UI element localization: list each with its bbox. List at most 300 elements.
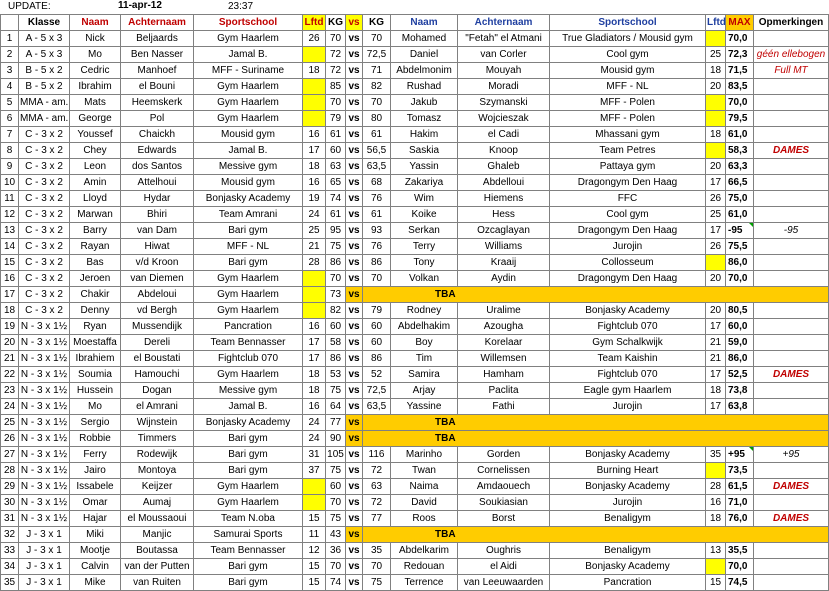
cell-achternaam[interactable]: van der Putten: [121, 559, 194, 575]
cell-lftd2[interactable]: 18: [706, 383, 726, 399]
row-number[interactable]: 30: [1, 495, 19, 511]
cell-lftd[interactable]: 18: [303, 159, 326, 175]
cell-kg2[interactable]: 70: [363, 95, 391, 111]
cell-achternaam2[interactable]: Abdelloui: [458, 175, 550, 191]
cell-sportschool[interactable]: Messive gym: [194, 383, 303, 399]
cell-kg2[interactable]: 70: [363, 31, 391, 47]
cell-achternaam[interactable]: Dogan: [121, 383, 194, 399]
cell-max[interactable]: 35,5: [726, 543, 754, 559]
cell-vs[interactable]: vs: [346, 415, 363, 431]
cell-max[interactable]: 74,5: [726, 575, 754, 591]
cell-achternaam2[interactable]: Knoop: [458, 143, 550, 159]
cell-lftd2[interactable]: 25: [706, 47, 726, 63]
cell-vs[interactable]: vs: [346, 79, 363, 95]
cell-kg2[interactable]: 80: [363, 111, 391, 127]
cell-naam[interactable]: Moestaffa: [70, 335, 121, 351]
cell-sportschool[interactable]: Messive gym: [194, 159, 303, 175]
cell-naam[interactable]: George: [70, 111, 121, 127]
cell-naam[interactable]: Chey: [70, 143, 121, 159]
row-number[interactable]: 4: [1, 79, 19, 95]
row-number[interactable]: 9: [1, 159, 19, 175]
cell-opmerkingen[interactable]: [754, 111, 829, 127]
cell-klasse[interactable]: C - 3 x 2: [19, 175, 70, 191]
cell-sportschool2[interactable]: MFF - NL: [550, 79, 706, 95]
cell-sportschool2[interactable]: Bonjasky Academy: [550, 447, 706, 463]
cell-max[interactable]: 86,0: [726, 351, 754, 367]
cell-achternaam[interactable]: dos Santos: [121, 159, 194, 175]
cell-achternaam2[interactable]: Willemsen: [458, 351, 550, 367]
cell-klasse[interactable]: C - 3 x 2: [19, 127, 70, 143]
cell-lftd[interactable]: 15: [303, 559, 326, 575]
cell-klasse[interactable]: N - 3 x 1½: [19, 463, 70, 479]
cell-achternaam[interactable]: Hydar: [121, 191, 194, 207]
cell-kg2[interactable]: 93: [363, 223, 391, 239]
cell-lftd[interactable]: 16: [303, 319, 326, 335]
cell-achternaam[interactable]: Chaickh: [121, 127, 194, 143]
cell-max[interactable]: 66,5: [726, 175, 754, 191]
cell-opmerkingen[interactable]: [754, 159, 829, 175]
cell-sportschool2[interactable]: Benaligym: [550, 511, 706, 527]
cell-max[interactable]: 71,0: [726, 495, 754, 511]
cell-sportschool2[interactable]: Eagle gym Haarlem: [550, 383, 706, 399]
cell-naam[interactable]: Soumia: [70, 367, 121, 383]
cell-lftd2[interactable]: [706, 143, 726, 159]
cell-max[interactable]: 79,5: [726, 111, 754, 127]
cell-sportschool[interactable]: Bari gym: [194, 559, 303, 575]
cell-max[interactable]: 58,3: [726, 143, 754, 159]
row-number[interactable]: 20: [1, 335, 19, 351]
cell-lftd[interactable]: 18: [303, 63, 326, 79]
cell-kg[interactable]: 70: [326, 559, 346, 575]
cell-achternaam[interactable]: vd Bergh: [121, 303, 194, 319]
cell-max[interactable]: 52,5: [726, 367, 754, 383]
cell-vs[interactable]: vs: [346, 223, 363, 239]
cell-naam[interactable]: Youssef: [70, 127, 121, 143]
row-number[interactable]: 25: [1, 415, 19, 431]
cell-kg[interactable]: 77: [326, 415, 346, 431]
cell-opmerkingen[interactable]: [754, 559, 829, 575]
cell-vs[interactable]: vs: [346, 143, 363, 159]
cell-naam2[interactable]: Wim: [391, 191, 458, 207]
cell-klasse[interactable]: C - 3 x 2: [19, 255, 70, 271]
cell-max[interactable]: 70,0: [726, 95, 754, 111]
cell-lftd[interactable]: 28: [303, 255, 326, 271]
cell-klasse[interactable]: C - 3 x 2: [19, 191, 70, 207]
cell-achternaam[interactable]: van Ruiten: [121, 575, 194, 591]
cell-achternaam2[interactable]: Williams: [458, 239, 550, 255]
cell-lftd2[interactable]: [706, 95, 726, 111]
cell-klasse[interactable]: N - 3 x 1½: [19, 415, 70, 431]
cell-max[interactable]: 71,5: [726, 63, 754, 79]
cell-sportschool2[interactable]: Bonjasky Academy: [550, 559, 706, 575]
cell-opmerkingen[interactable]: [754, 207, 829, 223]
cell-lftd2[interactable]: 26: [706, 191, 726, 207]
cell-lftd[interactable]: 37: [303, 463, 326, 479]
cell-opmerkingen[interactable]: [754, 191, 829, 207]
cell-kg[interactable]: 75: [326, 511, 346, 527]
cell-lftd[interactable]: 18: [303, 367, 326, 383]
cell-lftd2[interactable]: 15: [706, 575, 726, 591]
cell-naam[interactable]: Ibrahim: [70, 79, 121, 95]
cell-lftd[interactable]: 21: [303, 239, 326, 255]
cell-tba[interactable]: TBA: [363, 527, 829, 543]
row-number[interactable]: 27: [1, 447, 19, 463]
cell-max[interactable]: 70,0: [726, 31, 754, 47]
row-number[interactable]: 2: [1, 47, 19, 63]
cell-naam2[interactable]: Roos: [391, 511, 458, 527]
cell-klasse[interactable]: C - 3 x 2: [19, 271, 70, 287]
cell-lftd[interactable]: [303, 303, 326, 319]
cell-opmerkingen[interactable]: [754, 463, 829, 479]
cell-kg2[interactable]: 76: [363, 239, 391, 255]
cell-achternaam[interactable]: Mussendijk: [121, 319, 194, 335]
cell-lftd[interactable]: 26: [303, 31, 326, 47]
cell-naam[interactable]: Hajar: [70, 511, 121, 527]
row-number[interactable]: 15: [1, 255, 19, 271]
cell-achternaam2[interactable]: Aydin: [458, 271, 550, 287]
cell-kg[interactable]: 75: [326, 383, 346, 399]
cell-achternaam2[interactable]: Szymanski: [458, 95, 550, 111]
cell-achternaam2[interactable]: Hess: [458, 207, 550, 223]
cell-achternaam[interactable]: el Bouni: [121, 79, 194, 95]
cell-naam2[interactable]: Jakub: [391, 95, 458, 111]
cell-lftd[interactable]: [303, 79, 326, 95]
cell-lftd2[interactable]: 17: [706, 319, 726, 335]
cell-klasse[interactable]: N - 3 x 1½: [19, 335, 70, 351]
cell-lftd2[interactable]: 17: [706, 223, 726, 239]
cell-achternaam[interactable]: el Boustati: [121, 351, 194, 367]
cell-naam[interactable]: Ibrahiem: [70, 351, 121, 367]
cell-kg[interactable]: 105: [326, 447, 346, 463]
cell-achternaam[interactable]: Timmers: [121, 431, 194, 447]
cell-lftd[interactable]: 15: [303, 575, 326, 591]
cell-lftd2[interactable]: 17: [706, 399, 726, 415]
cell-achternaam2[interactable]: Moradi: [458, 79, 550, 95]
cell-naam[interactable]: Nick: [70, 31, 121, 47]
cell-opmerkingen[interactable]: [754, 31, 829, 47]
cell-sportschool2[interactable]: Jurojin: [550, 495, 706, 511]
cell-kg2[interactable]: 61: [363, 207, 391, 223]
cell-sportschool2[interactable]: Collosseum: [550, 255, 706, 271]
cell-klasse[interactable]: B - 5 x 2: [19, 79, 70, 95]
cell-klasse[interactable]: C - 3 x 2: [19, 159, 70, 175]
cell-kg[interactable]: 70: [326, 495, 346, 511]
cell-vs[interactable]: vs: [346, 95, 363, 111]
cell-achternaam[interactable]: el Moussaoui: [121, 511, 194, 527]
cell-kg2[interactable]: 63,5: [363, 159, 391, 175]
cell-kg2[interactable]: 79: [363, 303, 391, 319]
cell-kg[interactable]: 70: [326, 31, 346, 47]
cell-sportschool2[interactable]: Mhassani gym: [550, 127, 706, 143]
cell-lftd[interactable]: 24: [303, 431, 326, 447]
cell-kg[interactable]: 72: [326, 63, 346, 79]
cell-lftd[interactable]: 24: [303, 207, 326, 223]
cell-lftd2[interactable]: [706, 463, 726, 479]
cell-achternaam2[interactable]: Gorden: [458, 447, 550, 463]
cell-lftd2[interactable]: 28: [706, 479, 726, 495]
cell-kg[interactable]: 75: [326, 239, 346, 255]
cell-opmerkingen[interactable]: [754, 351, 829, 367]
cell-opmerkingen[interactable]: [754, 175, 829, 191]
cell-vs[interactable]: vs: [346, 511, 363, 527]
cell-achternaam2[interactable]: el Cadi: [458, 127, 550, 143]
cell-sportschool[interactable]: Gym Haarlem: [194, 271, 303, 287]
cell-sportschool[interactable]: Mousid gym: [194, 175, 303, 191]
cell-sportschool2[interactable]: Cool gym: [550, 47, 706, 63]
cell-vs[interactable]: vs: [346, 207, 363, 223]
cell-lftd[interactable]: [303, 495, 326, 511]
cell-sportschool2[interactable]: Cool gym: [550, 207, 706, 223]
cell-klasse[interactable]: B - 5 x 2: [19, 63, 70, 79]
cell-naam2[interactable]: Saskia: [391, 143, 458, 159]
row-number[interactable]: 19: [1, 319, 19, 335]
row-number[interactable]: 14: [1, 239, 19, 255]
cell-klasse[interactable]: C - 3 x 2: [19, 303, 70, 319]
cell-achternaam[interactable]: Montoya: [121, 463, 194, 479]
cell-achternaam2[interactable]: Ghaleb: [458, 159, 550, 175]
cell-naam[interactable]: Mootje: [70, 543, 121, 559]
row-number[interactable]: 24: [1, 399, 19, 415]
cell-opmerkingen[interactable]: -95: [754, 223, 829, 239]
cell-naam[interactable]: Chakir: [70, 287, 121, 303]
cell-sportschool2[interactable]: Burning Heart: [550, 463, 706, 479]
cell-sportschool[interactable]: Bonjasky Academy: [194, 191, 303, 207]
cell-sportschool2[interactable]: MFF - Polen: [550, 95, 706, 111]
cell-max[interactable]: 70,0: [726, 559, 754, 575]
cell-kg2[interactable]: 72: [363, 463, 391, 479]
cell-sportschool[interactable]: Bari gym: [194, 463, 303, 479]
row-number[interactable]: 12: [1, 207, 19, 223]
cell-kg[interactable]: 65: [326, 175, 346, 191]
cell-kg[interactable]: 60: [326, 143, 346, 159]
cell-klasse[interactable]: C - 3 x 2: [19, 223, 70, 239]
cell-lftd2[interactable]: 18: [706, 63, 726, 79]
cell-achternaam[interactable]: Aumaj: [121, 495, 194, 511]
cell-lftd[interactable]: 17: [303, 143, 326, 159]
cell-max[interactable]: 76,0: [726, 511, 754, 527]
cell-opmerkingen[interactable]: Full MT: [754, 63, 829, 79]
cell-vs[interactable]: vs: [346, 271, 363, 287]
cell-naam2[interactable]: Zakariya: [391, 175, 458, 191]
cell-lftd[interactable]: [303, 95, 326, 111]
cell-naam2[interactable]: Tomasz: [391, 111, 458, 127]
cell-naam[interactable]: Robbie: [70, 431, 121, 447]
cell-sportschool2[interactable]: Pancration: [550, 575, 706, 591]
cell-kg[interactable]: 61: [326, 127, 346, 143]
cell-klasse[interactable]: C - 3 x 2: [19, 287, 70, 303]
cell-achternaam[interactable]: Pol: [121, 111, 194, 127]
cell-klasse[interactable]: MMA - am.: [19, 95, 70, 111]
cell-naam[interactable]: Jeroen: [70, 271, 121, 287]
cell-naam[interactable]: Mike: [70, 575, 121, 591]
cell-kg2[interactable]: 61: [363, 127, 391, 143]
cell-achternaam2[interactable]: Paclita: [458, 383, 550, 399]
cell-naam2[interactable]: Naima: [391, 479, 458, 495]
cell-vs[interactable]: vs: [346, 543, 363, 559]
cell-max[interactable]: 61,0: [726, 207, 754, 223]
cell-max[interactable]: 75,5: [726, 239, 754, 255]
row-number[interactable]: 35: [1, 575, 19, 591]
cell-vs[interactable]: vs: [346, 527, 363, 543]
cell-achternaam2[interactable]: Kraaij: [458, 255, 550, 271]
cell-max[interactable]: 61,5: [726, 479, 754, 495]
cell-vs[interactable]: vs: [346, 447, 363, 463]
cell-kg[interactable]: 36: [326, 543, 346, 559]
cell-kg[interactable]: 70: [326, 95, 346, 111]
cell-klasse[interactable]: J - 3 x 1: [19, 527, 70, 543]
cell-naam2[interactable]: Daniel: [391, 47, 458, 63]
cell-lftd[interactable]: 17: [303, 335, 326, 351]
cell-achternaam2[interactable]: van Corler: [458, 47, 550, 63]
cell-achternaam[interactable]: van Diemen: [121, 271, 194, 287]
cell-sportschool[interactable]: Bari gym: [194, 223, 303, 239]
row-number[interactable]: 31: [1, 511, 19, 527]
cell-kg[interactable]: 43: [326, 527, 346, 543]
cell-opmerkingen[interactable]: +95: [754, 447, 829, 463]
cell-naam[interactable]: Sergio: [70, 415, 121, 431]
cell-achternaam[interactable]: Heemskerk: [121, 95, 194, 111]
cell-kg2[interactable]: 56,5: [363, 143, 391, 159]
cell-max[interactable]: -95: [726, 223, 754, 239]
cell-kg2[interactable]: 60: [363, 335, 391, 351]
cell-lftd2[interactable]: 26: [706, 239, 726, 255]
cell-vs[interactable]: vs: [346, 463, 363, 479]
cell-klasse[interactable]: MMA - am.: [19, 111, 70, 127]
row-number[interactable]: 29: [1, 479, 19, 495]
cell-sportschool2[interactable]: Mousid gym: [550, 63, 706, 79]
row-number[interactable]: 6: [1, 111, 19, 127]
cell-sportschool[interactable]: Team Bennasser: [194, 543, 303, 559]
cell-sportschool2[interactable]: FFC: [550, 191, 706, 207]
cell-naam2[interactable]: Abdelmonim: [391, 63, 458, 79]
cell-max[interactable]: 80,5: [726, 303, 754, 319]
cell-kg[interactable]: 74: [326, 575, 346, 591]
cell-naam2[interactable]: Koike: [391, 207, 458, 223]
cell-kg2[interactable]: 77: [363, 511, 391, 527]
cell-lftd[interactable]: 16: [303, 127, 326, 143]
cell-sportschool2[interactable]: Dragongym Den Haag: [550, 175, 706, 191]
cell-lftd2[interactable]: 21: [706, 335, 726, 351]
cell-achternaam2[interactable]: Korelaar: [458, 335, 550, 351]
cell-sportschool[interactable]: Team Amrani: [194, 207, 303, 223]
cell-lftd[interactable]: 11: [303, 527, 326, 543]
cell-kg[interactable]: 61: [326, 207, 346, 223]
cell-kg2[interactable]: 116: [363, 447, 391, 463]
cell-lftd2[interactable]: [706, 31, 726, 47]
cell-klasse[interactable]: N - 3 x 1½: [19, 367, 70, 383]
cell-klasse[interactable]: N - 3 x 1½: [19, 511, 70, 527]
cell-lftd[interactable]: 24: [303, 415, 326, 431]
cell-kg[interactable]: 85: [326, 79, 346, 95]
cell-kg[interactable]: 82: [326, 303, 346, 319]
cell-kg2[interactable]: 82: [363, 79, 391, 95]
cell-klasse[interactable]: N - 3 x 1½: [19, 399, 70, 415]
cell-opmerkingen[interactable]: géén ellebogen: [754, 47, 829, 63]
cell-naam[interactable]: Ferry: [70, 447, 121, 463]
cell-naam2[interactable]: Marinho: [391, 447, 458, 463]
cell-max[interactable]: 83,5: [726, 79, 754, 95]
cell-achternaam[interactable]: Boutassa: [121, 543, 194, 559]
cell-max[interactable]: 63,3: [726, 159, 754, 175]
cell-opmerkingen[interactable]: [754, 383, 829, 399]
cell-kg[interactable]: 75: [326, 463, 346, 479]
cell-kg2[interactable]: 72,5: [363, 383, 391, 399]
cell-sportschool[interactable]: Jamal B.: [194, 47, 303, 63]
cell-vs[interactable]: vs: [346, 31, 363, 47]
cell-achternaam[interactable]: Attelhoui: [121, 175, 194, 191]
cell-opmerkingen[interactable]: [754, 239, 829, 255]
cell-naam[interactable]: Jairo: [70, 463, 121, 479]
cell-vs[interactable]: vs: [346, 383, 363, 399]
cell-sportschool[interactable]: Bonjasky Academy: [194, 415, 303, 431]
cell-naam2[interactable]: Abdelkarim: [391, 543, 458, 559]
cell-naam2[interactable]: Abdelhakim: [391, 319, 458, 335]
cell-sportschool[interactable]: Fightclub 070: [194, 351, 303, 367]
cell-kg[interactable]: 60: [326, 319, 346, 335]
cell-sportschool2[interactable]: Gym Schalkwijk: [550, 335, 706, 351]
cell-naam2[interactable]: Volkan: [391, 271, 458, 287]
cell-lftd2[interactable]: 20: [706, 159, 726, 175]
cell-naam[interactable]: Mo: [70, 399, 121, 415]
cell-klasse[interactable]: N - 3 x 1½: [19, 479, 70, 495]
cell-sportschool[interactable]: Gym Haarlem: [194, 479, 303, 495]
cell-sportschool[interactable]: Gym Haarlem: [194, 111, 303, 127]
cell-sportschool[interactable]: Gym Haarlem: [194, 95, 303, 111]
cell-lftd2[interactable]: [706, 255, 726, 271]
cell-kg[interactable]: 70: [326, 271, 346, 287]
cell-achternaam2[interactable]: Fathi: [458, 399, 550, 415]
cell-naam[interactable]: Lloyd: [70, 191, 121, 207]
row-number[interactable]: 22: [1, 367, 19, 383]
cell-achternaam2[interactable]: Borst: [458, 511, 550, 527]
cell-achternaam[interactable]: Ben Nasser: [121, 47, 194, 63]
cell-kg[interactable]: 90: [326, 431, 346, 447]
cell-max[interactable]: 63,8: [726, 399, 754, 415]
cell-tba[interactable]: TBA: [363, 287, 829, 303]
cell-lftd[interactable]: 25: [303, 223, 326, 239]
cell-lftd2[interactable]: [706, 111, 726, 127]
cell-achternaam[interactable]: v/d Kroon: [121, 255, 194, 271]
cell-sportschool[interactable]: Gym Haarlem: [194, 31, 303, 47]
cell-vs[interactable]: vs: [346, 351, 363, 367]
cell-lftd[interactable]: [303, 111, 326, 127]
cell-naam2[interactable]: Mohamed: [391, 31, 458, 47]
cell-vs[interactable]: vs: [346, 367, 363, 383]
row-number[interactable]: 28: [1, 463, 19, 479]
cell-kg2[interactable]: 70: [363, 271, 391, 287]
row-number[interactable]: 8: [1, 143, 19, 159]
cell-vs[interactable]: vs: [346, 479, 363, 495]
cell-sportschool2[interactable]: Dragongym Den Haag: [550, 271, 706, 287]
cell-naam2[interactable]: Redouan: [391, 559, 458, 575]
cell-sportschool[interactable]: Team N.oba: [194, 511, 303, 527]
cell-tba[interactable]: TBA: [363, 415, 829, 431]
cell-achternaam[interactable]: Abdeloui: [121, 287, 194, 303]
cell-sportschool[interactable]: Samurai Sports: [194, 527, 303, 543]
cell-naam2[interactable]: Serkan: [391, 223, 458, 239]
cell-vs[interactable]: vs: [346, 399, 363, 415]
cell-lftd2[interactable]: 25: [706, 207, 726, 223]
cell-kg[interactable]: 95: [326, 223, 346, 239]
row-number[interactable]: 33: [1, 543, 19, 559]
cell-naam2[interactable]: Hakim: [391, 127, 458, 143]
cell-naam[interactable]: Denny: [70, 303, 121, 319]
cell-lftd2[interactable]: [706, 559, 726, 575]
cell-achternaam[interactable]: Edwards: [121, 143, 194, 159]
cell-vs[interactable]: vs: [346, 575, 363, 591]
cell-lftd2[interactable]: 16: [706, 495, 726, 511]
cell-achternaam[interactable]: Keijzer: [121, 479, 194, 495]
